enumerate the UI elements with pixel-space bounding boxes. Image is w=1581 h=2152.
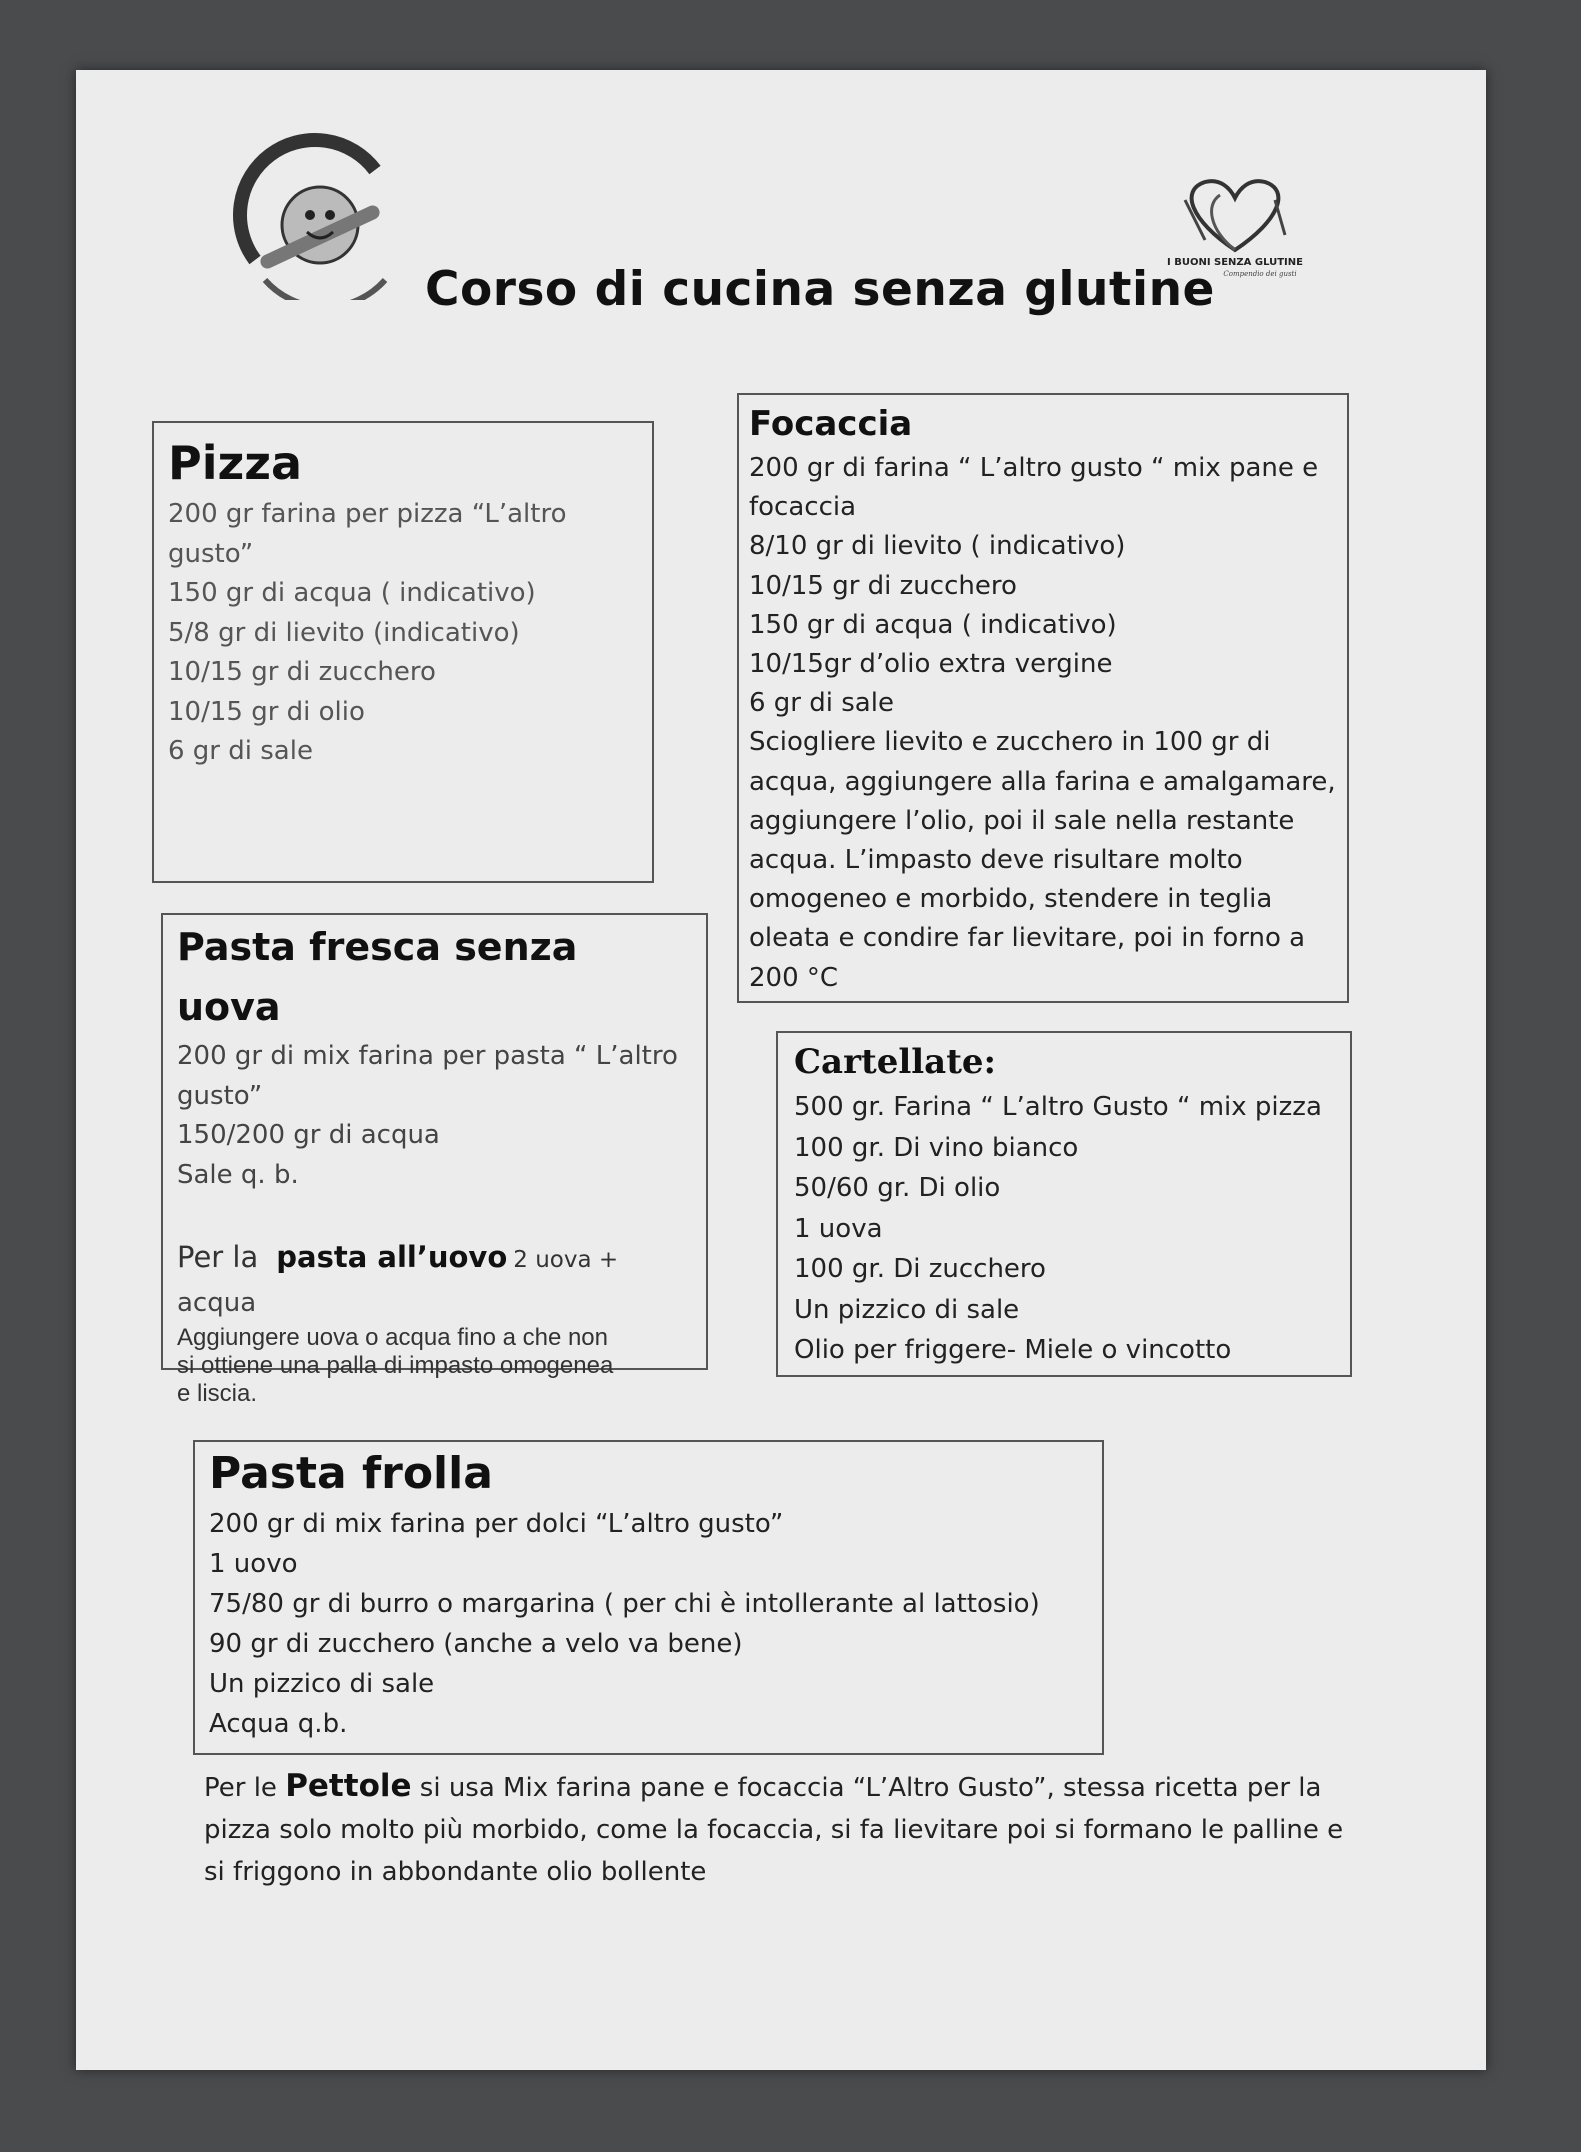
laltro-gusto-logo (225, 130, 405, 300)
ingredient-line: 50/60 gr. Di olio (794, 1173, 1001, 1203)
note-line: si ottiene una palla di impasto omogenea (177, 1351, 614, 1379)
pasta-uovo-label: pasta all’uovo (276, 1240, 508, 1274)
ingredient-line: 10/15 gr di zucchero (168, 657, 436, 687)
pettole-prefix: Per le (204, 1773, 277, 1803)
recipe-line: 150 gr di acqua ( indicativo) (749, 609, 1117, 640)
recipe-line: acqua, aggiungere alla farina e amalgamare, (749, 766, 1336, 797)
pasta-frolla-recipe-box (193, 1440, 1104, 1755)
ingredient-line: 1 uova (794, 1213, 883, 1244)
pasta-frolla-heading: Pasta frolla (209, 1448, 493, 1499)
recipe-line: acqua. L’impasto deve risultare molto (749, 845, 1243, 876)
recipe-line: 200 °C (749, 962, 839, 993)
ingredient-line: 200 gr di mix farina per dolci “L’altro gusto” (209, 1509, 784, 1539)
pizza-heading: Pizza (168, 436, 303, 490)
pettole-text: si usa Mix farina pane e focaccia “L’Altro Gusto”, stessa ricetta per la pizza solo molto più morbido, come la focaccia, si fa lievitare poi si formano le palline e si friggono in abbondante olio bollente (204, 1773, 1344, 1887)
recipe-line: focaccia (749, 492, 857, 523)
recipe-line: 10/15gr d’olio extra vergine (749, 649, 1113, 680)
ingredient-line: Un pizzico di sale (209, 1669, 435, 1699)
ingredient-line: gusto” (168, 538, 254, 569)
note-line: Aggiungere uova o acqua fino a che non (177, 1323, 609, 1351)
ingredient-line: 5/8 gr di lievito (indicativo) (168, 617, 520, 648)
recipe-line: omogeneo e morbido, stendere in teglia (749, 884, 1273, 915)
ingredient-line: gusto” (177, 1080, 263, 1111)
ingredient-line: 150/200 gr di acqua (177, 1120, 440, 1150)
ingredient-line: 1 uovo (209, 1549, 298, 1579)
ingredient-line: 100 gr. Di zucchero (794, 1254, 1046, 1284)
pasta-uovo-line (177, 1233, 692, 1284)
pettole-bold: Pettole (285, 1768, 412, 1804)
pizza-recipe-box (152, 421, 654, 883)
ingredient-line: 200 gr di mix farina per pasta “ L’altro (177, 1041, 678, 1071)
ingredient-line: 500 gr. Farina “ L’altro Gusto “ mix pizza (794, 1092, 1322, 1122)
uova-label: 2 uova + (513, 1247, 619, 1273)
focaccia-recipe-box (737, 393, 1349, 1003)
recipe-line: 10/15 gr di zucchero (749, 570, 1017, 601)
pasta-fresca-heading: Pasta fresca senza uova (177, 925, 578, 1029)
ingredient-line: 75/80 gr di burro o margarina ( per chi è intollerante al lattosio) (209, 1589, 1040, 1619)
ingredient-line: 150 gr di acqua ( indicativo) (168, 578, 536, 608)
recipe-line: aggiungere l’olio, poi il sale nella restante (749, 805, 1295, 836)
ingredient-line: Sale q. b. (177, 1159, 299, 1190)
ingredient-line: 10/15 gr di olio (168, 696, 365, 727)
ingredient-line: Un pizzico di sale (794, 1294, 1020, 1325)
page-title: Corso di cucina senza glutine (425, 262, 1215, 317)
pasta-fresca-recipe-box (161, 913, 708, 1407)
svg-text:I BUONI SENZA GLUTINE: I BUONI SENZA GLUTINE (1167, 257, 1303, 268)
ingredient-line: 90 gr di zucchero (anche a velo va bene) (209, 1629, 743, 1659)
note-line: e liscia. (177, 1379, 258, 1407)
recipe-line: 8/10 gr di lievito ( indicativo) (749, 531, 1126, 562)
svg-text:Compendio dei gusti: Compendio dei gusti (1223, 270, 1297, 278)
recipe-line: 200 gr di farina “ L’altro gusto “ mix pane e (749, 453, 1319, 483)
ingredient-line: 100 gr. Di vino bianco (794, 1132, 1079, 1163)
ingredient-line: acqua (177, 1288, 257, 1318)
cartellate-recipe-box (776, 1031, 1352, 1377)
ingredient-line: 6 gr di sale (168, 736, 313, 766)
recipe-line: 6 gr di sale (749, 688, 894, 719)
pettole-paragraph (204, 1765, 1354, 1893)
cartellate-heading: Cartellate: (794, 1042, 997, 1082)
per-la-label: Per la (177, 1240, 259, 1274)
ingredient-line: Olio per friggere- Miele o vincotto (794, 1335, 1232, 1365)
recipe-line: Sciogliere lievito e zucchero in 100 gr di (749, 727, 1271, 758)
recipe-line: oleata e condire far lievitare, poi in forno a (749, 923, 1306, 954)
ingredient-line: 200 gr farina per pizza “L’altro (168, 499, 567, 529)
focaccia-heading: Focaccia (749, 404, 913, 444)
ingredient-line: Acqua q.b. (209, 1709, 348, 1739)
